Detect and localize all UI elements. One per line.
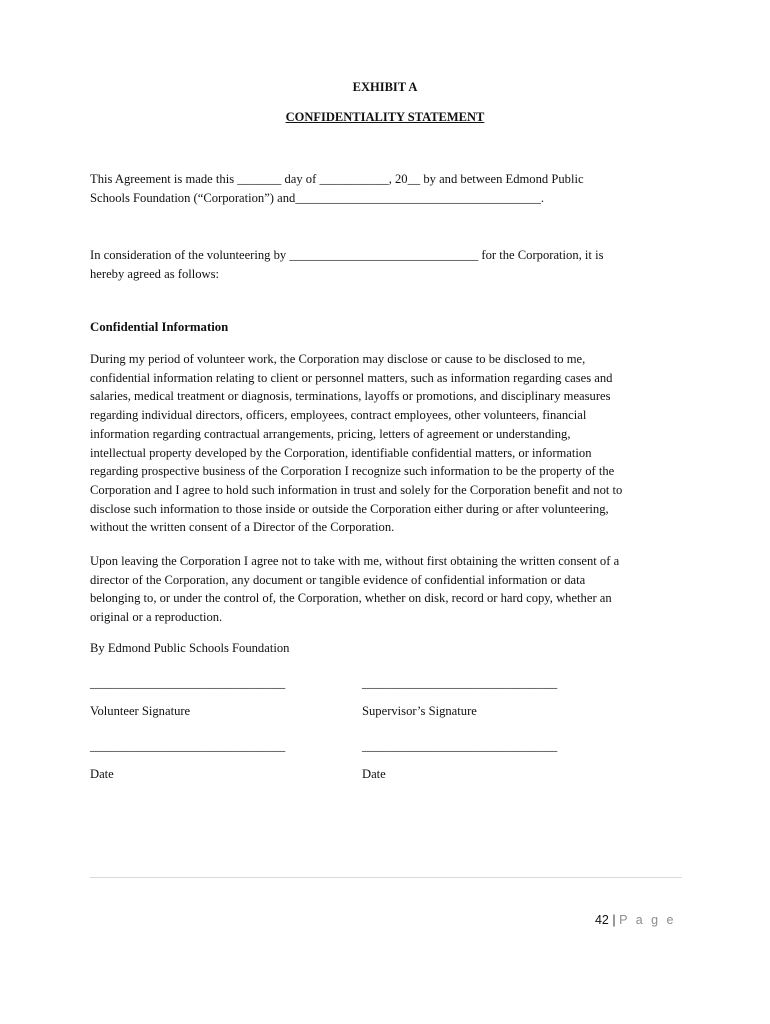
statement-title: CONFIDENTIALITY STATEMENT <box>285 110 485 124</box>
exhibit-title: EXHIBIT A <box>352 80 418 94</box>
paragraph-line: original or a reproduction. <box>90 610 223 625</box>
paragraph-line: belonging to, or under the control of, the Corporation, whether on disk, record or hard copy, whether an <box>90 591 612 606</box>
volunteer-signature-line: _______________________________ <box>90 676 286 690</box>
supervisor-signature-label: Supervisor’s Signature <box>362 704 477 718</box>
agreement-line: This Agreement is made this _______ day of ___________, 20__ by and between Edmond Public <box>90 172 584 186</box>
agreement-paragraph <box>90 170 690 207</box>
paragraph-line: Corporation and I agree to hold such information in trust and solely for the Corporation benefit and not to <box>90 482 623 497</box>
page-footer <box>595 913 676 927</box>
paragraph-line: During my period of volunteer work, the Corporation may disclose or cause to be disclosed to me, <box>90 352 586 366</box>
agreement-line: Schools Foundation (“Corporation”) and_______________________________________. <box>90 190 545 205</box>
supervisor-signature-line: _______________________________ <box>362 676 558 690</box>
paragraph-line: regarding individual directors, officers, employees, contract employees, other volunteers, financial <box>90 408 587 423</box>
consideration-line: In consideration of the volunteering by ______________________________ for the Corporation, it is <box>90 248 604 262</box>
consideration-paragraph <box>90 246 690 283</box>
paragraph-line: director of the Corporation, any document or tangible evidence of confidential information or data <box>90 572 586 587</box>
footer-divider <box>90 877 682 878</box>
consideration-line: hereby agreed as follows: <box>90 266 220 281</box>
paragraph-line: information regarding contractual arrangements, pricing, letters of agreement or understanding, <box>90 426 571 441</box>
page-label: P a g e <box>619 913 676 927</box>
paragraph-line: regarding prospective business of the Corporation I recognize such information to be the property of the <box>90 464 615 479</box>
volunteer-date-label: Date <box>90 767 114 781</box>
paragraph-line: salaries, medical treatment or diagnosis, terminations, layoffs or promotions, and disciplinary measures <box>90 389 611 404</box>
foundation-by-line: By Edmond Public Schools Foundation <box>90 641 290 655</box>
volunteer-date-line: _______________________________ <box>90 739 286 753</box>
paragraph-line: confidential information relating to client or personnel matters, such as information regarding cases and <box>90 370 613 385</box>
page-number: 42 <box>594 913 609 927</box>
page-separator: | <box>612 913 616 927</box>
confidential-info-paragraph <box>90 350 690 537</box>
section-heading: Confidential Information <box>90 320 229 334</box>
paragraph-line: Upon leaving the Corporation I agree not to take with me, without first obtaining the written consent of a <box>90 554 620 568</box>
volunteer-signature-label: Volunteer Signature <box>90 704 191 718</box>
paragraph-line: intellectual property developed by the Corporation, identifiable confidential matters, or information <box>90 445 592 460</box>
paragraph-line: disclose such information to those inside or outside the Corporation either during or after volunteering, <box>90 501 609 516</box>
supervisor-date-label: Date <box>362 767 386 781</box>
paragraph-line: without the written consent of a Director of the Corporation. <box>90 520 395 535</box>
supervisor-date-line: _______________________________ <box>362 739 558 753</box>
leaving-paragraph <box>90 552 690 627</box>
